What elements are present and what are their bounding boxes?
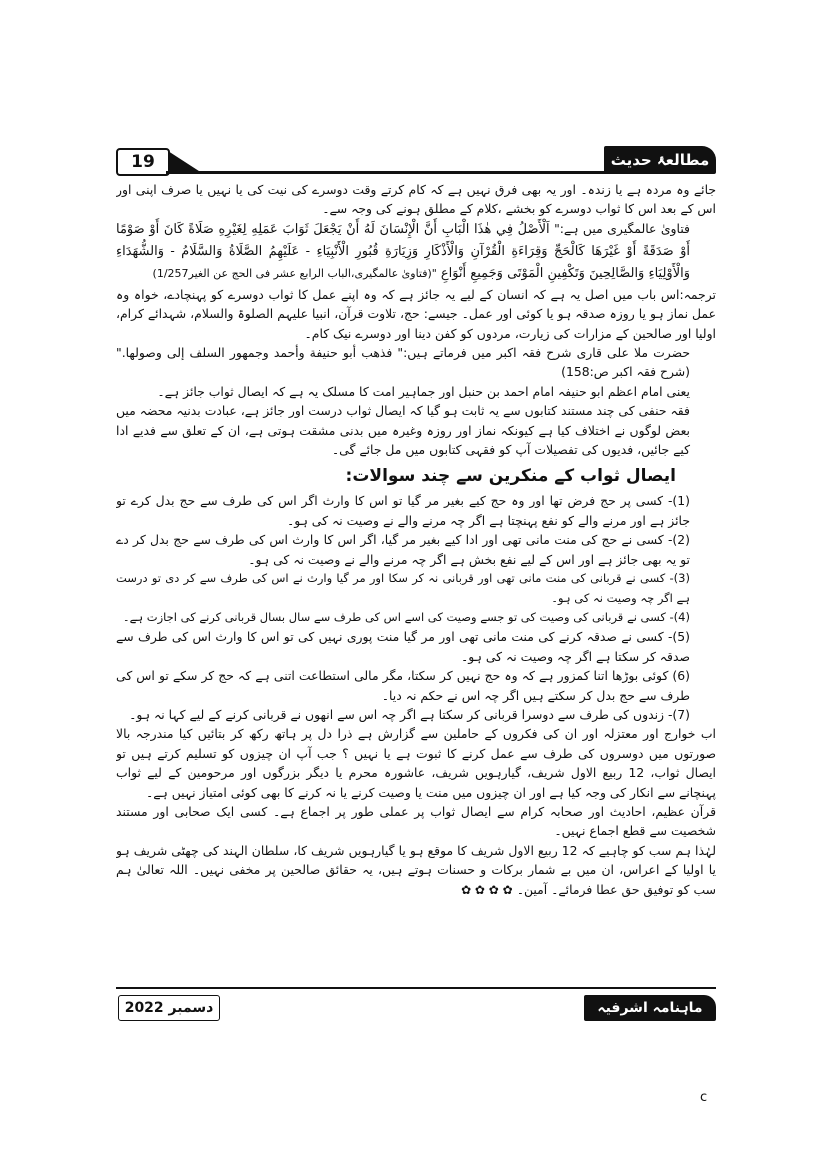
paragraph: یعنی امام اعظم ابو حنیفہ امام احمد بن حنبل اور جماہیر امت کا مسلک یہ ہے کہ ایصال ثواب جائز ہے۔ <box>157 383 690 399</box>
question-item: (5)- کسی نے صدقہ کرنے کی منت مانی تھی اور مر گیا منت پوری نہیں کی تو اس کا وارث اس کی طرف سے صدقہ کر سکتا ہے اگر چہ وصیت نہ کی ہو۔ <box>116 629 690 664</box>
question-item: (4)- کسی نے قربانی کی وصیت کی تو جسے وصیت کی اسے اس کی طرف سے سال بسال قربانی کرنے کی اجازت ہے۔ <box>122 609 690 624</box>
header-rule <box>166 171 606 174</box>
section-heading: ایصال ثواب کے منکرین سے چند سوالات: <box>345 466 676 487</box>
article-body <box>116 180 716 980</box>
paragraph-translation: ترجمہ:اس باب میں اصل یہ ہے کہ انسان کے لیے یہ جائز ہے کہ وہ اپنے عمل کا ثواب دوسرے کو پہنچادے، خواہ وہ عمل نماز ہو یا روزہ صدقہ ہو یا کوئی اور عمل۔ جیسے: حج، تلاوت قرآن، انبیا علیہم الصلوۃ والسلام، شہدائے کرام، اولیا اور صالحین کے مزارات کی زیارت، مردوں کو کفن دینا اور دوسرے نیک کام۔ <box>116 286 716 341</box>
issue-date: دسمبر 2022 <box>118 995 220 1021</box>
citation: "(فتاویٰ عالمگیری،الباب الرابع عشر فی الحج عن الغیر1/257) <box>152 266 437 280</box>
question-item: (7)- زندوں کی طرف سے دوسرا قربانی کر سکتا ہے اگر چہ اس سے انھوں نے قربانی کرنے کے لیے کہا نہ ہو۔ <box>129 706 690 722</box>
page-number: 19 <box>116 148 170 176</box>
page-header <box>116 146 716 176</box>
paragraph-closing <box>116 841 716 900</box>
question-item: (3)- کسی نے قربانی کی منت مانی تھی اور قربانی نہ کر سکا اور مر گیا وارث نے اس کی طرف سے کر دی تو درست ہے اگر چہ وصیت نہ کی ہو۔ <box>116 571 690 605</box>
flower-ornament-icon: ✿ ✿ ✿ ✿ <box>461 882 513 897</box>
question-item: (6) کوئی بوڑھا اتنا کمزور ہے کہ وہ حج نہیں کر سکتا، مگر مالی استطاعت اتنی ہے کہ حج کر سکے تو اس کی طرف سے حج بدل کر سکتے ہیں اگر چہ اس نے حکم نہ دیا۔ <box>116 668 690 703</box>
paragraph: قرآن عظیم، احادیث اور صحابہ کرام سے ایصال ثواب پر عملی طور پر اجماع ہے۔ کسی ایک صحابی اور مستند شخصیت سے قطع اجماع نہیں۔ <box>116 803 716 839</box>
quote-intro: فتاویٰ عالمگیری میں ہے:" <box>554 220 690 236</box>
corner-mark: c <box>700 1090 708 1105</box>
arabic-quote: اَلْأَصْلُ فِي هٰذَا الْبَابِ أَنَّ الْإِنْسَانَ لَهُ أَنْ يَجْعَلَ ثَوَابَ عَمَلِهِ لِغَيْرِهِ صَلَاةً كَانَ أَوْ صَوْمًا أَوْ صَدَقَةً أَوْ غَيْرَهَا كَالْحَجِّ وَقِرَاءَةِ الْقُرْآنِ وَالْأَذْكَارِ وَزِيَارَةِ قُبُورِ الْأَنْبِيَاءِ - عَلَيْهِمُ الصَّلَاةُ وَالسَّلَامُ - وَالشُّهَدَاءِ وَالْأَوْلِيَاءِ وَالصَّالِحِينَ وَتَكْفِينِ الْمَوْتَى وَجَمِيعِ أَنْوَاعِ <box>116 221 690 281</box>
page-footer <box>116 987 716 1027</box>
paragraph-quote-intro <box>116 219 716 285</box>
magazine-name: ماہنامہ اشرفیہ <box>584 995 716 1021</box>
paragraph: اب خوارج اور معتزلہ اور ان کی فکروں کے حاملین سے گزارش ہے ذرا دل پر ہاتھ رکھ کر بتائیں کیا مندرجہ بالا صورتوں میں دوسروں کی طرف سے عمل کرنے کا ثبوت ہے یا نہیں ؟ جب آپ ان چیزوں کو تسلیم کرتے ہیں تو ایصال ثواب، 12 ربیع الاول شریف، گیارہویں شریف، عاشورہ محرم یا دیگر بزرگوں اور مرحومین کے لیے ثواب پہنچانے سے انکار کی وجہ کیا ہے اور ان چیزوں میں منت یا وصیت کرنے یا نہ کرنے کا بھی کوئی امتیاز نہیں ہے۔ <box>116 726 716 800</box>
closing-text: لہٰذا ہم سب کو چاہیے کہ 12 ربیع الاول شریف کا موقع ہو یا گیارہویں شریف کا، سلطان الہند کی چھٹی شریف ہو یا اولیا کے اعراس، ان میں بے شمار برکات و حسنات ہوتے ہیں، یہ حقائق صالحین پر مخفی نہیں۔ اللہ تعالیٰ ہم سب کو توفیق حق عطا فرمائے۔ آمین۔ <box>116 842 716 897</box>
question-item: (1)- کسی پر حج فرض تھا اور وہ حج کیے بغیر مر گیا تو اس کا وارث اگر اس کی طرف سے حج بدل کرے تو جائز ہے اور مرنے والے کو نفع پہنچتا ہے اگر چہ مرنے والے نے وصیت نہ کی ہو۔ <box>116 493 690 528</box>
question-item: (2)- کسی نے حج کی منت مانی تھی اور ادا کیے بغیر مر گیا، اگر اس کا وارث اس کی طرف سے حج بدل کر دے تو یہ بھی جائز ہے اور اس کے لیے نفع بخش ہے اگر چہ مرنے والے نے وصیت نہ کی ہو۔ <box>116 532 690 567</box>
section-title: مطالعۂ حدیث <box>604 146 716 174</box>
footer-rule <box>116 987 716 989</box>
paragraph: فقہ حنفی کی چند مستند کتابوں سے یہ ثابت ہو گیا کہ ایصال ثواب درست اور جائز ہے، عبادت بدنیہ محضہ میں بعض لوگوں نے اختلاف کیا ہے کیونکہ نماز اور روزہ وغیرہ میں بدنی مشقت ہوتی ہے، ان کے تعلق سے فدیے ادا کیے جائیں، فدیوں کی تفصیلات آپ کو فقہی کتابوں میں مل جائے گی۔ <box>116 403 690 458</box>
paragraph: حضرت ملا علی قاری شرح فقہ اکبر میں فرماتے ہیں:" فذهب أبو حنيفة وأحمد وجمهور السلف إلى وصولها."(شرح فقہ اکبر ص:158) <box>116 345 690 380</box>
paragraph: جائے وہ مردہ ہے یا زندہ۔ اور یہ بھی فرق نہیں ہے کہ کام کرتے وقت دوسرے کی نیت کی یا نہیں یا صرف اپنی اور اس کے بعد اس کا ثواب دوسرے کو بخشے ،کلام کے مطلق ہونے کی وجہ سے۔ <box>116 182 716 217</box>
header-wedge-ornament <box>168 151 202 173</box>
